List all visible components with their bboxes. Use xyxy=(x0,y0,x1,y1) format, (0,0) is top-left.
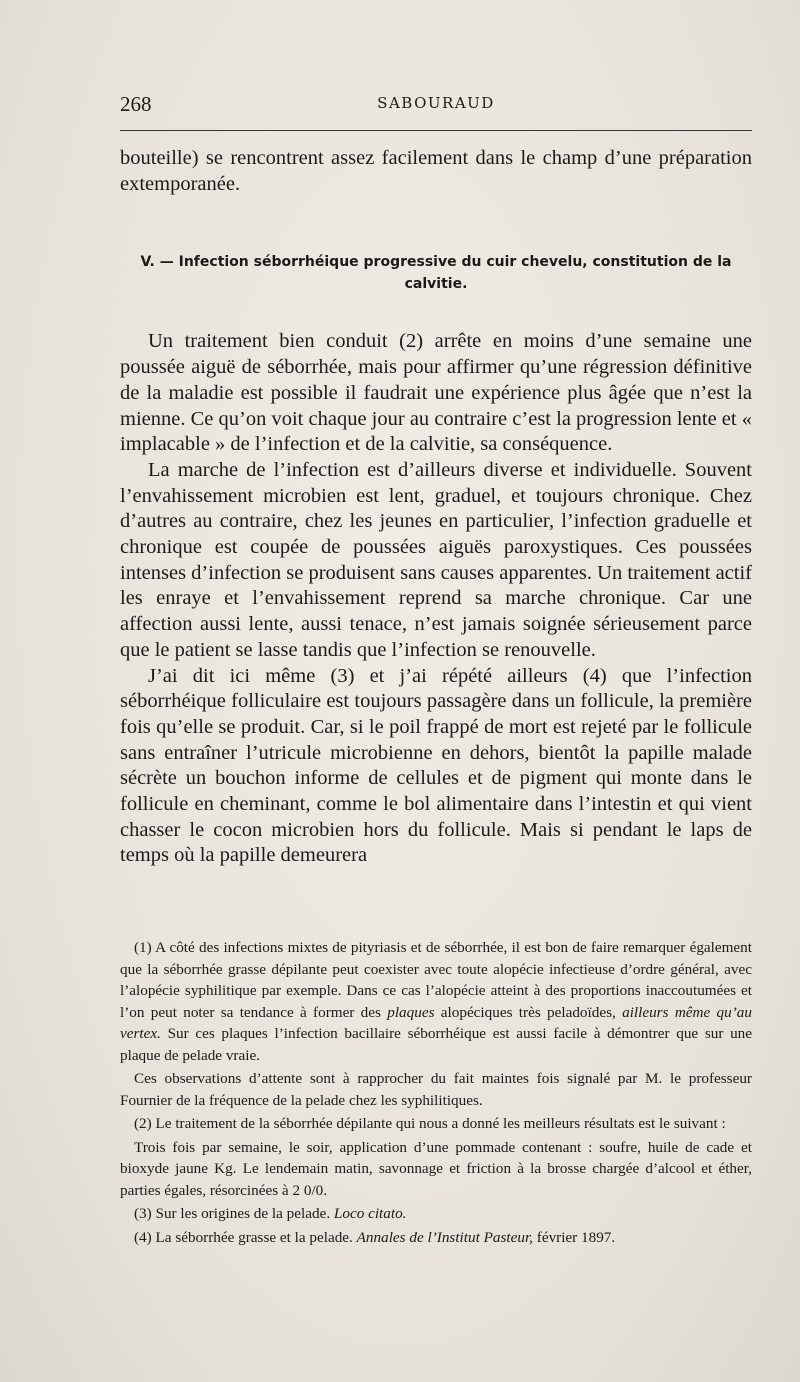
footnote-italic: plaques xyxy=(387,1003,435,1021)
footnote-text: février 1897. xyxy=(536,1228,616,1246)
paragraph-continuation: bouteille) se rencontrent assez facilement dans le champ d’une préparation extemporanée. xyxy=(120,147,752,195)
footnote-italic: Annales de l’Institut Pasteur, xyxy=(356,1228,533,1246)
footnote-text: alopéciques très peladoïdes, xyxy=(440,1003,616,1021)
paragraph: J’ai dit ici même (3) et j’ai répété ailleurs (4) que l’infection séborrhéique folliculaire est toujours passagère dans un follicule, la première fois qu’elle se produit. Car, si le poil frappé de mort est rejeté par le follicule sans entraîner l’utricule microbienne en dehors, bientôt la papille malade sécrète un bouchon informe de cellules et de pigment qui monte dans le follicule en cheminant, comme le bol alimentaire dans l’intestin et qui vient chasser le cocon microbien hors du follicule. Mais si pendant le laps de temps où la papille demeurera xyxy=(120,664,752,867)
footnote-italic: Loco citato. xyxy=(333,1205,407,1222)
footnotes xyxy=(120,937,752,1250)
page-header xyxy=(120,92,752,122)
footnote-1 xyxy=(120,937,752,1066)
footnote-text: (4) La séborrhée grasse et la pelade. xyxy=(134,1228,353,1246)
footnote-text: (1) A côté des infections mixtes de pityriasis et de séborrhée, il est bon de faire remarquer également que la séborrhée grasse dépilante peut coexister avec toute alopécie infectieuse d’ordre général, avec l’alopécie syphilitique par exemple. Dans ce cas l’alopécie atteint à des proportions inaccoutumées et l’on peut noter sa tendance à former des xyxy=(120,939,752,1021)
footnote-1-continued: Ces observations d’attente sont à rapprocher du fait maintes fois signalé par M. le professeur Fournier de la fréquence de la pelade chez les syphilitiques. xyxy=(120,1070,752,1109)
footnote-4 xyxy=(120,1227,752,1249)
header-rule xyxy=(120,130,752,131)
footnote-text: Sur ces plaques l’infection bacillaire séborrhéique est aussi facile à démontrer que sur une plaque de pelade vraie. xyxy=(120,1025,753,1064)
section-heading-text: V. — Infection séborrhéique progressive du cuir chevelu, constitution de la calvitie. xyxy=(140,254,732,293)
footnote-italic: ailleurs même qu’au vertex. xyxy=(120,1003,752,1042)
paragraph: La marche de l’infection est d’ailleurs diverse et individuelle. Souvent l’envahissement microbien est lent, graduel, et toujours chronique. Chez d’autres au contraire, chez les jeunes en particulier, l’infection graduelle et chronique est coupée de poussées aiguës paroxystiques. Ces poussées intenses d’infection se produisent sans causes apparentes. Un traitement actif les enraye et l’envahissement reprend sa marche chronique. Car une affection aussi lente, aussi tenace, n’est jamais soignée sérieusement parce que le patient se lasse tandis que l’infection se renouvelle. xyxy=(120,458,752,661)
running-head: SABOURAUD xyxy=(377,94,495,112)
body-text xyxy=(120,146,752,869)
section-heading xyxy=(120,251,752,295)
paragraph: Un traitement bien conduit (2) arrête en moins d’une semaine une poussée aiguë de séborrhée, mais pour affirmer qu’une régression définitive de la maladie est possible il faudrait une expérience plus âgée que n’est la mienne. Ce qu’on voit chaque jour au contraire c’est la progression lente et « implacable » de l’infection et de la calvitie, sa conséquence. xyxy=(120,330,752,456)
footnote-3 xyxy=(120,1203,752,1225)
page-number: 268 xyxy=(120,92,152,116)
footnote-2-recipe: Trois fois par semaine, le soir, application d’une pommade contenant : soufre, huile de cade et bioxyde jaune Kg. Le lendemain matin, savonnage et friction à la brosse chargée d’alcool et éther, parties égales, résorcinées à 2 0/0. xyxy=(120,1138,752,1199)
footnote-2: (2) Le traitement de la séborrhée dépilante qui nous a donné les meilleurs résultats est le suivant : xyxy=(134,1115,726,1132)
footnote-text: (3) Sur les origines de la pelade. xyxy=(134,1205,331,1222)
